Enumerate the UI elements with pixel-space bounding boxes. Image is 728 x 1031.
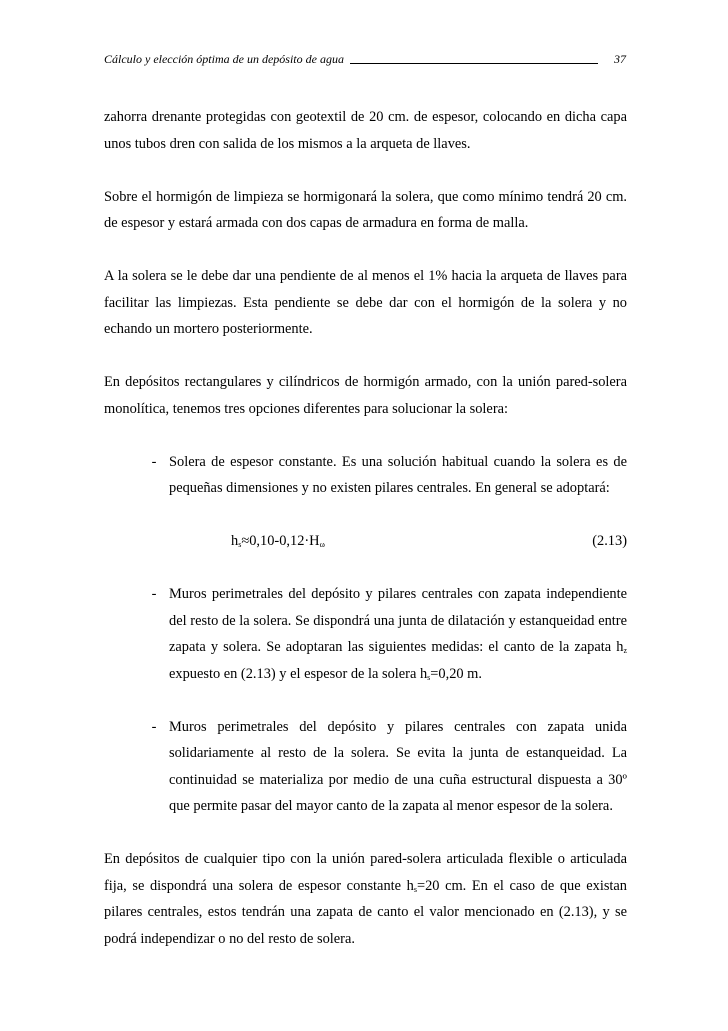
list-item-text: Muros perimetrales del depósito y pilares centrales con zapata independiente del resto de la solera. Se dispondrá una junta de dilatación y estanqueidad entre zapata y solera. Se adoptaran las siguientes medidas: el canto de la zapata $h_z$ expuesto en (2.13) y el espesor de la solera $h_s=0,20$ m. <box>169 586 627 682</box>
header-rule <box>350 63 598 64</box>
equation-formula: $h_s\approx 0,10-0,12\cdot H_\omega$ <box>231 533 325 549</box>
paragraph-3: A la solera se le debe dar una pendiente de al menos el 1% hacia la arqueta de llaves para facilitar las limpiezas. Esta pendiente se debe dar con el hormigón de la solera y no echando un mortero posteriormente. <box>104 268 627 337</box>
equation <box>104 528 627 555</box>
list-item-1 <box>104 449 627 502</box>
list-marker: - <box>151 586 157 602</box>
equation-number: (2.13) <box>592 533 627 549</box>
list-marker: - <box>151 718 157 735</box>
paragraph-2: Sobre el hormigón de limpieza se hormigonará la solera, que como mínimo tendrá 20 cm. de espesor y estará armada con dos capas de armadura en forma de malla. <box>104 188 627 231</box>
paragraph-4: En depósitos rectangulares y cilíndricos de hormigón armado, con la unión pared-solera monolítica, tenemos tres opciones diferentes para solucionar la solera: <box>104 374 627 417</box>
header-title: Cálculo y elección óptima de un depósito de agua <box>104 52 344 66</box>
list-item-3 <box>104 714 627 820</box>
page-number: 37 <box>614 52 626 66</box>
body-text <box>104 104 627 979</box>
running-header <box>104 52 626 67</box>
list-marker: - <box>151 453 157 470</box>
list-item-2 <box>104 581 627 687</box>
paragraph-5: En depósitos de cualquier tipo con la unión pared-solera articulada flexible o articulada fija, se dispondrá una solera de espesor constante $h_s=20$ cm. En el caso de que existan pilares centrales, estos tendrán una zapata de canto el valor mencionado en (2.13), y se podrá independizar o no del resto de solera. <box>104 851 628 947</box>
list-item-text: Solera de espesor constante. Es una solución habitual cuando la solera es de pequeñas dimensiones y no existen pilares centrales. En general se adoptará: <box>169 453 627 496</box>
list-item-text: Muros perimetrales del depósito y pilares centrales con zapata unida solidariamente al resto de la solera. Se evita la junta de estanqueidad. La continuidad se materializa por medio de una cuña estructural dispuesta a 30º que permite pasar del mayor canto de la zapata al menor espesor de la solera. <box>169 718 627 814</box>
paragraph-1: zahorra drenante protegidas con geotextil de 20 cm. de espesor, colocando en dicha capa unos tubos dren con salida de los mismos a la arqueta de llaves. <box>104 109 627 152</box>
